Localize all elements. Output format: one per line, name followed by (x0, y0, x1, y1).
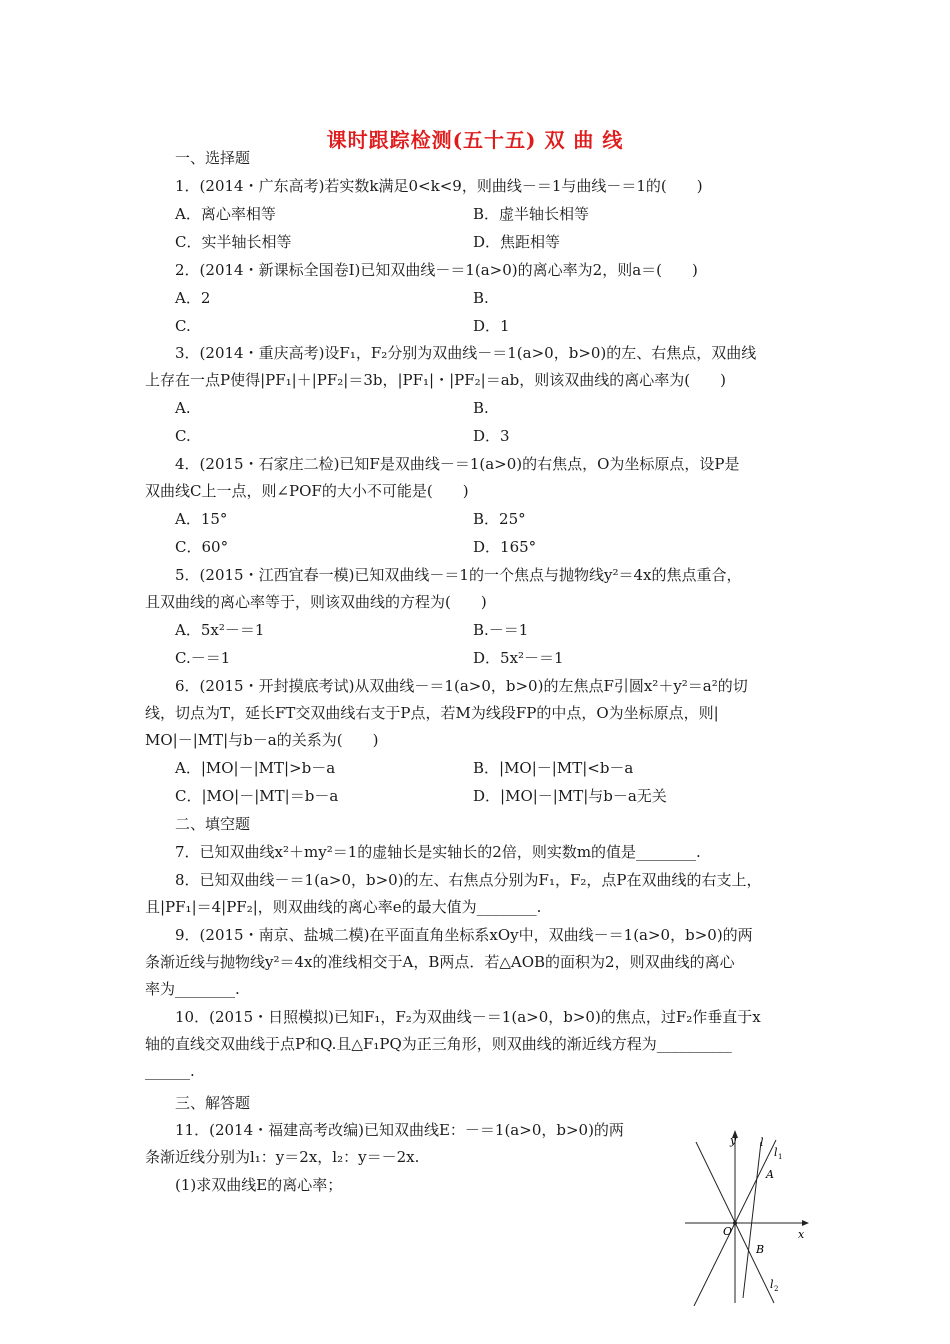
q6-option-b: B．|MO|－|MT|<b－a (473, 759, 634, 777)
q9-line1: 9．(2015・南京、盐城二模)在平面直角坐标系xOy中，双曲线－＝1(a>0，b>0)的两 (175, 926, 753, 944)
point-b-label: B (756, 1243, 765, 1256)
origin-point (733, 1221, 737, 1225)
q4-option-d: D．165° (473, 538, 537, 556)
q3-stem-line2: 上存在一点P使得|PF₁|＋|PF₂|＝3b，|PF₁|・|PF₂|＝ab，则该双曲线的离心率为( ) (145, 371, 726, 389)
q2-stem: 2．(2014・新课标全国卷Ⅰ)已知双曲线－＝1(a>0)的离心率为2，则a＝( ) (175, 261, 698, 279)
q7-stem: 7．已知双曲线x²＋my²＝1的虚轴长是实轴长的2倍，则实数m的值是________. (175, 843, 701, 861)
q10-line3: ______. (145, 1062, 195, 1080)
section-heading-fill: 二、填空题 (175, 815, 251, 833)
q8-line1: 8．已知双曲线－＝1(a>0，b>0)的左、右焦点分别为F₁，F₂，点P在双曲线的右支上， (175, 871, 762, 889)
line-l2-label: l (770, 1278, 774, 1291)
section-heading-solve: 三、解答题 (175, 1094, 251, 1112)
q5-option-a: A．5x²－＝1 (175, 621, 265, 639)
origin-label: O (723, 1225, 733, 1238)
q9-line3: 率为________. (145, 980, 240, 998)
q10-line1: 10．(2015・日照模拟)已知F₁，F₂为双曲线－＝1(a>0，b>0)的焦点，过F₂作垂直于x (175, 1008, 761, 1026)
q2-option-a: A．2 (175, 289, 211, 307)
q3-option-b: B. (473, 399, 489, 417)
page-title: 课时跟踪检测(五十五) 双 曲 线 (326, 128, 624, 152)
q5-option-c: C.－＝1 (175, 649, 231, 667)
q6-stem-line3: MO|－|MT|与b－a的关系为( ) (145, 731, 379, 749)
x-axis-arrow-icon (802, 1220, 809, 1226)
q5-option-d: D．5x²－＝1 (473, 649, 564, 667)
q4-stem-line2: 双曲线C上一点，则∠POF的大小不可能是( ) (145, 482, 469, 500)
q5-stem-line2: 且双曲线的离心率等于，则该双曲线的方程为( ) (145, 593, 487, 611)
line-l1-subscript: 1 (778, 1153, 783, 1161)
q8-line2: 且|PF₁|＝4|PF₂|，则双曲线的离心率e的最大值为________. (145, 898, 542, 916)
q2-option-d: D．1 (473, 317, 510, 335)
q2-option-c: C. (175, 317, 191, 335)
q3-option-c: C. (175, 427, 191, 445)
q2-option-b: B. (473, 289, 489, 307)
q6-option-a: A．|MO|－|MT|>b－a (175, 759, 336, 777)
q11-line1: 11．(2014・福建高考改编)已知双曲线E：－＝1(a>0，b>0)的两 (175, 1121, 624, 1139)
q5-option-b: B.－＝1 (473, 621, 529, 639)
q3-stem-line1: 3．(2014・重庆高考)设F₁，F₂分别为双曲线－＝1(a>0，b>0)的左、右焦点，双曲线 (175, 344, 757, 362)
q11-line2: 条渐近线分别为l₁：y＝2x，l₂：y＝－2x. (145, 1148, 420, 1166)
line-l2-subscript: 2 (774, 1285, 779, 1293)
q11-line3: (1)求双曲线E的离心率； (175, 1176, 343, 1194)
asymptote-figure (680, 1128, 815, 1306)
y-axis-label: y (730, 1134, 737, 1147)
section-heading-choice: 一、选择题 (175, 149, 251, 167)
point-a-label: A (766, 1168, 774, 1181)
q6-stem-line1: 6．(2015・开封摸底考试)从双曲线－＝1(a>0，b>0)的左焦点F引圆x²＋y²＝a²的切 (175, 677, 748, 695)
line-l (743, 1142, 761, 1298)
q1-stem: 1．(2014・广东高考)若实数k满足0<k<9，则曲线－＝1与曲线－＝1的( ) (175, 177, 703, 195)
line-l1-label: l (774, 1146, 778, 1159)
q1-option-b: B．虚半轴长相等 (473, 205, 590, 223)
q5-stem-line1: 5．(2015・江西宜春一模)已知双曲线－＝1的一个焦点与抛物线y²＝4x的焦点重合， (175, 566, 742, 584)
q3-option-d: D．3 (473, 427, 510, 445)
q10-line2: 轴的直线交双曲线于点P和Q.且△F₁PQ为正三角形，则双曲线的渐近线方程为__________ (145, 1035, 732, 1053)
q1-option-a: A．离心率相等 (175, 205, 276, 223)
q1-option-c: C．实半轴长相等 (175, 233, 292, 251)
q4-option-b: B．25° (473, 510, 526, 528)
q6-option-c: C．|MO|－|MT|＝b－a (175, 787, 339, 805)
q4-option-a: A．15° (175, 510, 228, 528)
q4-stem-line1: 4．(2015・石家庄二检)已知F是双曲线－＝1(a>0)的右焦点，O为坐标原点，设P是 (175, 455, 740, 473)
line-l-label: l (760, 1136, 764, 1149)
x-axis-label: x (798, 1228, 805, 1241)
q9-line2: 条渐近线与抛物线y²＝4x的准线相交于A，B两点．若△AOB的面积为2，则双曲线的离心 (145, 953, 735, 971)
q1-option-d: D．焦距相等 (473, 233, 561, 251)
q3-option-a: A. (175, 399, 191, 417)
q6-stem-line2: 线，切点为T，延长FT交双曲线右支于P点，若M为线段FP的中点，O为坐标原点，则| (145, 704, 719, 722)
q6-option-d: D．|MO|－|MT|与b－a无关 (473, 787, 667, 805)
q4-option-c: C．60° (175, 538, 229, 556)
